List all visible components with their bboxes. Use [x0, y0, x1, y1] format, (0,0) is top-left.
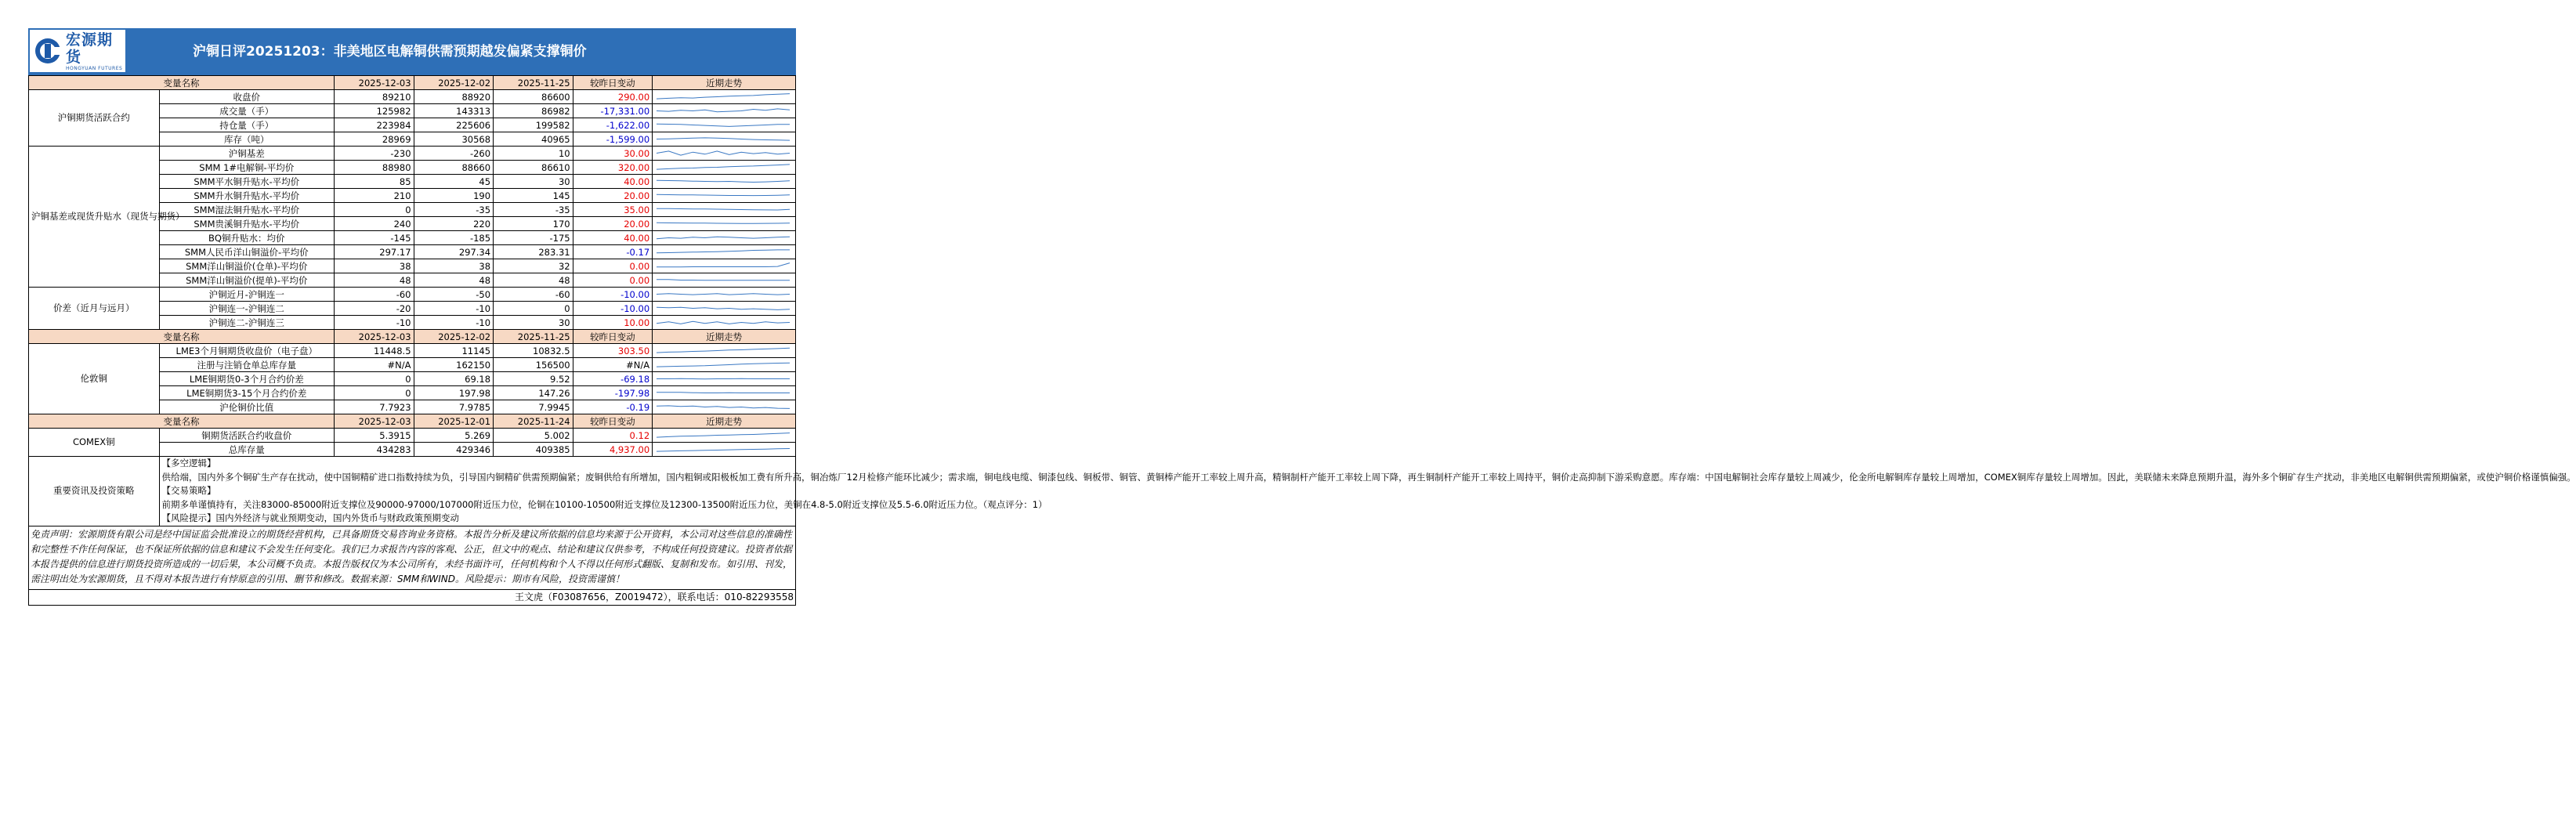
change-value: -1,622.00 — [573, 118, 653, 132]
header-date-1: 2025-12-03 — [334, 330, 414, 344]
value-date-2: 7.9785 — [414, 400, 494, 414]
sparkline-cell — [653, 386, 796, 400]
change-value: -10.00 — [573, 302, 653, 316]
sparkline-path — [657, 237, 790, 239]
sparkline-cell — [653, 273, 796, 288]
sparkline-cell — [653, 400, 796, 414]
value-date-1: 0 — [334, 386, 414, 400]
variable-name: 沪铜基差 — [159, 147, 334, 161]
value-date-3: 0 — [494, 302, 573, 316]
sparkline-chart — [655, 218, 791, 230]
variable-name: 沪伦铜价比值 — [159, 400, 334, 414]
value-date-1: 11448.5 — [334, 344, 414, 358]
value-date-3: 86600 — [494, 90, 573, 104]
value-date-1: -230 — [334, 147, 414, 161]
company-logo — [30, 30, 125, 72]
sparkline-chart — [655, 345, 791, 356]
change-value: -69.18 — [573, 372, 653, 386]
value-date-2: 197.98 — [414, 386, 494, 400]
sparkline-chart — [655, 373, 791, 385]
header-date-3: 2025-11-24 — [494, 414, 573, 429]
value-date-3: 170 — [494, 217, 573, 231]
header-trend: 近期走势 — [653, 330, 796, 344]
change-value: #N/A — [573, 358, 653, 372]
sparkline-path — [657, 307, 790, 309]
value-date-3: 30 — [494, 175, 573, 189]
value-date-1: 240 — [334, 217, 414, 231]
logic-text: 供给端，国内外多个铜矿生产存在扰动，使中国铜精矿进口指数持续为负，引导国内铜精矿供需预期偏紧；废铜供给有所增加，国内粗铜或阳极板加工费有所升高，铜冶炼厂12月检修产能环比减少；需求端，铜电线电缆、铜漆包线、铜板带、铜管、黄铜棒产能开工率较上周升高，精铜制杆产能开工率较上周下降，再生铜制杆产能开工率较上周持平，铜价走高抑制下游采购意愿。库存端：中国电解铜社会库存量较上周减少，伦金所电解铜库存量较上周增加，COMEX铜库存量较上周增加。因此，美联储未来降息预期升温，海外多个铜矿存生产扰动，非美地区电解铜供需预期偏紧，或使沪铜价格谨慎偏强。 — [161, 471, 2576, 483]
value-date-3: 86982 — [494, 104, 573, 118]
value-date-2: 88660 — [414, 161, 494, 175]
table-header-row — [29, 330, 796, 344]
table-row — [29, 288, 796, 302]
value-date-3: 10832.5 — [494, 344, 573, 358]
sparkline-cell — [653, 217, 796, 231]
group-label: 伦敦铜 — [29, 344, 160, 414]
sparkline-cell — [653, 147, 796, 161]
value-date-2: 143313 — [414, 104, 494, 118]
risk-text: 【风险提示】国内外经济与就业预期变动，国内外货币与财政政策预期变动 — [161, 512, 460, 523]
sparkline-cell — [653, 372, 796, 386]
group-label: 价差（近月与远月） — [29, 288, 160, 330]
sparkline-path — [657, 208, 790, 210]
value-date-2: -50 — [414, 288, 494, 302]
sparkline-cell — [653, 358, 796, 372]
sparkline-cell — [653, 259, 796, 273]
sparkline-chart — [655, 288, 791, 300]
table-row — [29, 147, 796, 161]
value-date-1: 0 — [334, 203, 414, 217]
value-date-2: 30568 — [414, 132, 494, 147]
sparkline-cell — [653, 189, 796, 203]
sparkline-chart — [655, 429, 791, 441]
sparkline-chart — [655, 119, 791, 131]
variable-name: SMM洋山铜溢价(仓单)-平均价 — [159, 259, 334, 273]
value-date-1: 85 — [334, 175, 414, 189]
value-date-1: 5.3915 — [334, 429, 414, 443]
change-value: 4,937.00 — [573, 443, 653, 457]
strategy-content — [159, 457, 2576, 526]
value-date-2: 38 — [414, 259, 494, 273]
value-date-2: 11145 — [414, 344, 494, 358]
value-date-2: 45 — [414, 175, 494, 189]
variable-name: 总库存量 — [159, 443, 334, 457]
value-date-3: -175 — [494, 231, 573, 245]
sparkline-cell — [653, 316, 796, 330]
value-date-2: 69.18 — [414, 372, 494, 386]
logo-chinese-name: 宏源期货 — [66, 31, 114, 66]
report-header — [28, 28, 796, 75]
value-date-3: -35 — [494, 203, 573, 217]
value-date-1: 0 — [334, 372, 414, 386]
sparkline-path — [657, 433, 790, 438]
value-date-1: -60 — [334, 288, 414, 302]
sparkline-cell — [653, 231, 796, 245]
value-date-2: -10 — [414, 316, 494, 330]
value-date-2: 48 — [414, 273, 494, 288]
header-variable-name: 变量名称 — [29, 76, 335, 90]
header-date-3: 2025-11-25 — [494, 76, 573, 90]
value-date-1: -10 — [334, 316, 414, 330]
value-date-1: 48 — [334, 273, 414, 288]
table-row — [29, 344, 796, 358]
change-value: -0.17 — [573, 245, 653, 259]
change-value: -10.00 — [573, 288, 653, 302]
sparkline-cell — [653, 175, 796, 189]
value-date-1: 125982 — [334, 104, 414, 118]
data-table — [28, 75, 2576, 526]
variable-name: SMM 1#电解铜-平均价 — [159, 161, 334, 175]
value-date-3: 409385 — [494, 443, 573, 457]
header-change: 较昨日变动 — [573, 414, 653, 429]
value-date-1: -145 — [334, 231, 414, 245]
table-header-row — [29, 414, 796, 429]
change-value: -17,331.00 — [573, 104, 653, 118]
logo-english-name: HONGYUAN FUTURES — [66, 65, 123, 71]
value-date-1: 210 — [334, 189, 414, 203]
value-date-3: 10 — [494, 147, 573, 161]
header-date-1: 2025-12-03 — [334, 76, 414, 90]
value-date-2: 5.269 — [414, 429, 494, 443]
sparkline-cell — [653, 302, 796, 316]
strategy-row — [29, 457, 796, 526]
value-date-1: 434283 — [334, 443, 414, 457]
sparkline-cell — [653, 443, 796, 457]
value-date-1: 88980 — [334, 161, 414, 175]
header-trend: 近期走势 — [653, 76, 796, 90]
value-date-2: 429346 — [414, 443, 494, 457]
sparkline-cell — [653, 161, 796, 175]
value-date-3: 32 — [494, 259, 573, 273]
value-date-3: 5.002 — [494, 429, 573, 443]
sparkline-chart — [655, 274, 791, 286]
table-header-row — [29, 76, 796, 90]
sparkline-chart — [655, 302, 791, 314]
sparkline-path — [657, 109, 790, 112]
sparkline-chart — [655, 401, 791, 413]
value-date-2: 88920 — [414, 90, 494, 104]
sparkline-path — [657, 94, 790, 100]
logo-emblem-icon — [34, 38, 61, 64]
trading-text: 前期多单谨慎持有，关注83000-85000附近支撑位及90000-97000/107000附近压力位，伦铜在10100-10500附近支撑位及12300-13500附近压力位，美铜在4.8-5.0附近支撑位及5.5-6.0附近压力位。（观点评分：1） — [161, 498, 1047, 510]
value-date-2: 162150 — [414, 358, 494, 372]
sparkline-chart — [655, 133, 791, 145]
change-value: 30.00 — [573, 147, 653, 161]
sparkline-chart — [655, 260, 791, 272]
sparkline-path — [657, 138, 790, 140]
report-title: 沪铜日评20251203：非美地区电解铜供需预期越发偏紧支撑铜价 — [193, 44, 587, 60]
value-date-1: 297.17 — [334, 245, 414, 259]
sparkline-path — [657, 180, 790, 182]
value-date-3: 283.31 — [494, 245, 573, 259]
sparkline-chart — [655, 387, 791, 399]
change-value: 20.00 — [573, 217, 653, 231]
value-date-3: 147.26 — [494, 386, 573, 400]
change-value: 35.00 — [573, 203, 653, 217]
change-value: 10.00 — [573, 316, 653, 330]
strategy-label: 重要资讯及投资策略 — [29, 457, 160, 526]
value-date-3: 86610 — [494, 161, 573, 175]
variable-name: SMM升水铜升贴水-平均价 — [159, 189, 334, 203]
variable-name: SMM平水铜升贴水-平均价 — [159, 175, 334, 189]
header-date-3: 2025-11-25 — [494, 330, 573, 344]
sparkline-cell — [653, 90, 796, 104]
change-value: 0.00 — [573, 259, 653, 273]
change-value: 20.00 — [573, 189, 653, 203]
value-date-1: 7.7923 — [334, 400, 414, 414]
value-date-3: -60 — [494, 288, 573, 302]
variable-name: LME铜期货3-15个月合约价差 — [159, 386, 334, 400]
variable-name: SMM湿法铜升贴水-平均价 — [159, 203, 334, 217]
variable-name: 持仓量（手） — [159, 118, 334, 132]
sparkline-chart — [655, 359, 791, 371]
sparkline-chart — [655, 246, 791, 258]
sparkline-chart — [655, 443, 791, 455]
sparkline-path — [657, 151, 790, 155]
sparkline-cell — [653, 344, 796, 358]
sparkline-cell — [653, 245, 796, 259]
logic-heading: 【多空逻辑】 — [161, 458, 216, 469]
value-date-2: 220 — [414, 217, 494, 231]
sparkline-path — [657, 194, 790, 195]
sparkline-cell — [653, 288, 796, 302]
change-value: 0.12 — [573, 429, 653, 443]
header-change: 较昨日变动 — [573, 330, 653, 344]
sparkline-cell — [653, 132, 796, 147]
sparkline-cell — [653, 104, 796, 118]
sparkline-chart — [655, 204, 791, 215]
value-date-1: 223984 — [334, 118, 414, 132]
value-date-1: #N/A — [334, 358, 414, 372]
value-date-2: -35 — [414, 203, 494, 217]
variable-name: 沪铜连二-沪铜连三 — [159, 316, 334, 330]
header-change: 较昨日变动 — [573, 76, 653, 90]
variable-name: 沪铜近月-沪铜连一 — [159, 288, 334, 302]
author-contact: 王文虎（F03087656，Z0019472），联系电话：010-82293558 — [28, 590, 796, 606]
value-date-2: -185 — [414, 231, 494, 245]
sparkline-path — [657, 406, 790, 409]
header-date-2: 2025-12-02 — [414, 330, 494, 344]
value-date-1: 28969 — [334, 132, 414, 147]
sparkline-path — [657, 165, 790, 169]
group-label: 沪铜基差或现货升贴水（现货与期货） — [29, 147, 160, 288]
group-label: COMEX铜 — [29, 429, 160, 457]
sparkline-cell — [653, 118, 796, 132]
table-row — [29, 429, 796, 443]
header-date-2: 2025-12-02 — [414, 76, 494, 90]
sparkline-chart — [655, 105, 791, 117]
sparkline-chart — [655, 190, 791, 201]
value-date-1: -20 — [334, 302, 414, 316]
value-date-3: 40965 — [494, 132, 573, 147]
variable-name: 成交量（手） — [159, 104, 334, 118]
value-date-2: -260 — [414, 147, 494, 161]
change-value: 0.00 — [573, 273, 653, 288]
change-value: 40.00 — [573, 175, 653, 189]
variable-name: BQ铜升贴水：均价 — [159, 231, 334, 245]
value-date-1: 89210 — [334, 90, 414, 104]
value-date-2: 297.34 — [414, 245, 494, 259]
change-value: 320.00 — [573, 161, 653, 175]
variable-name: SMM贵溪铜升贴水-平均价 — [159, 217, 334, 231]
sparkline-chart — [655, 161, 791, 173]
sparkline-cell — [653, 203, 796, 217]
variable-name: 库存（吨） — [159, 132, 334, 147]
value-date-3: 9.52 — [494, 372, 573, 386]
table-row — [29, 90, 796, 104]
sparkline-path — [657, 263, 790, 267]
value-date-3: 48 — [494, 273, 573, 288]
change-value: -197.98 — [573, 386, 653, 400]
sparkline-chart — [655, 147, 791, 159]
variable-name: 铜期货活跃合约收盘价 — [159, 429, 334, 443]
disclaimer-text: 免责声明：宏源期货有限公司是经中国证监会批准设立的期货经营机构，已具备期货交易咨询业务资格。本报告分析及建议所依据的信息均来源于公开资料，本公司对这些信息的准确性和完整性不作任何保证，也不保证所依据的信息和建议不会发生任何变化。我们已力求报告内容的客观、公正，但文中的观点、结论和建议仅供参考，不构成任何投资建议。投资者依据本报告提供的信息进行期货投资所造成的一切后果，本公司概不负责。本报告版权仅为本公司所有，未经书面许可，任何机构和个人不得以任何形式翻版、复制和发布。如引用、刊发，需注明出处为宏源期货，且不得对本报告进行有悖原意的引用、删节和修改。数据来源：SMM和WIND。风险提示：期市有风险，投资需谨慎！ — [28, 526, 796, 590]
variable-name: 收盘价 — [159, 90, 334, 104]
header-date-1: 2025-12-03 — [334, 414, 414, 429]
variable-name: 注册与注销仓单总库存量 — [159, 358, 334, 372]
sparkline-chart — [655, 91, 791, 103]
sparkline-path — [657, 449, 790, 452]
variable-name: SMM洋山铜溢价(提单)-平均价 — [159, 273, 334, 288]
sparkline-chart — [655, 175, 791, 187]
value-date-3: 30 — [494, 316, 573, 330]
change-value: 303.50 — [573, 344, 653, 358]
header-trend: 近期走势 — [653, 414, 796, 429]
header-variable-name: 变量名称 — [29, 414, 335, 429]
header-date-2: 2025-12-01 — [414, 414, 494, 429]
header-variable-name: 变量名称 — [29, 330, 335, 344]
sparkline-cell — [653, 429, 796, 443]
trading-heading: 【交易策略】 — [161, 485, 216, 496]
sparkline-chart — [655, 232, 791, 244]
sparkline-path — [657, 250, 790, 253]
value-date-3: 7.9945 — [494, 400, 573, 414]
sparkline-path — [657, 378, 790, 379]
value-date-3: 199582 — [494, 118, 573, 132]
value-date-2: 190 — [414, 189, 494, 203]
variable-name: LME铜期货0-3个月合约价差 — [159, 372, 334, 386]
group-label: 沪铜期货活跃合约 — [29, 90, 160, 147]
value-date-2: -10 — [414, 302, 494, 316]
sparkline-path — [657, 363, 790, 367]
report-sheet — [28, 28, 2576, 606]
sparkline-path — [657, 294, 790, 295]
sparkline-chart — [655, 317, 791, 328]
sparkline-path — [657, 124, 790, 126]
change-value: 40.00 — [573, 231, 653, 245]
variable-name: LME3个月铜期货收盘价（电子盘） — [159, 344, 334, 358]
change-value: -0.19 — [573, 400, 653, 414]
value-date-1: 38 — [334, 259, 414, 273]
value-date-3: 145 — [494, 189, 573, 203]
sparkline-path — [657, 348, 790, 353]
change-value: 290.00 — [573, 90, 653, 104]
sparkline-path — [657, 321, 790, 324]
value-date-3: 156500 — [494, 358, 573, 372]
change-value: -1,599.00 — [573, 132, 653, 147]
variable-name: 沪铜连一-沪铜连二 — [159, 302, 334, 316]
value-date-2: 225606 — [414, 118, 494, 132]
variable-name: SMM人民币洋山铜溢价-平均价 — [159, 245, 334, 259]
